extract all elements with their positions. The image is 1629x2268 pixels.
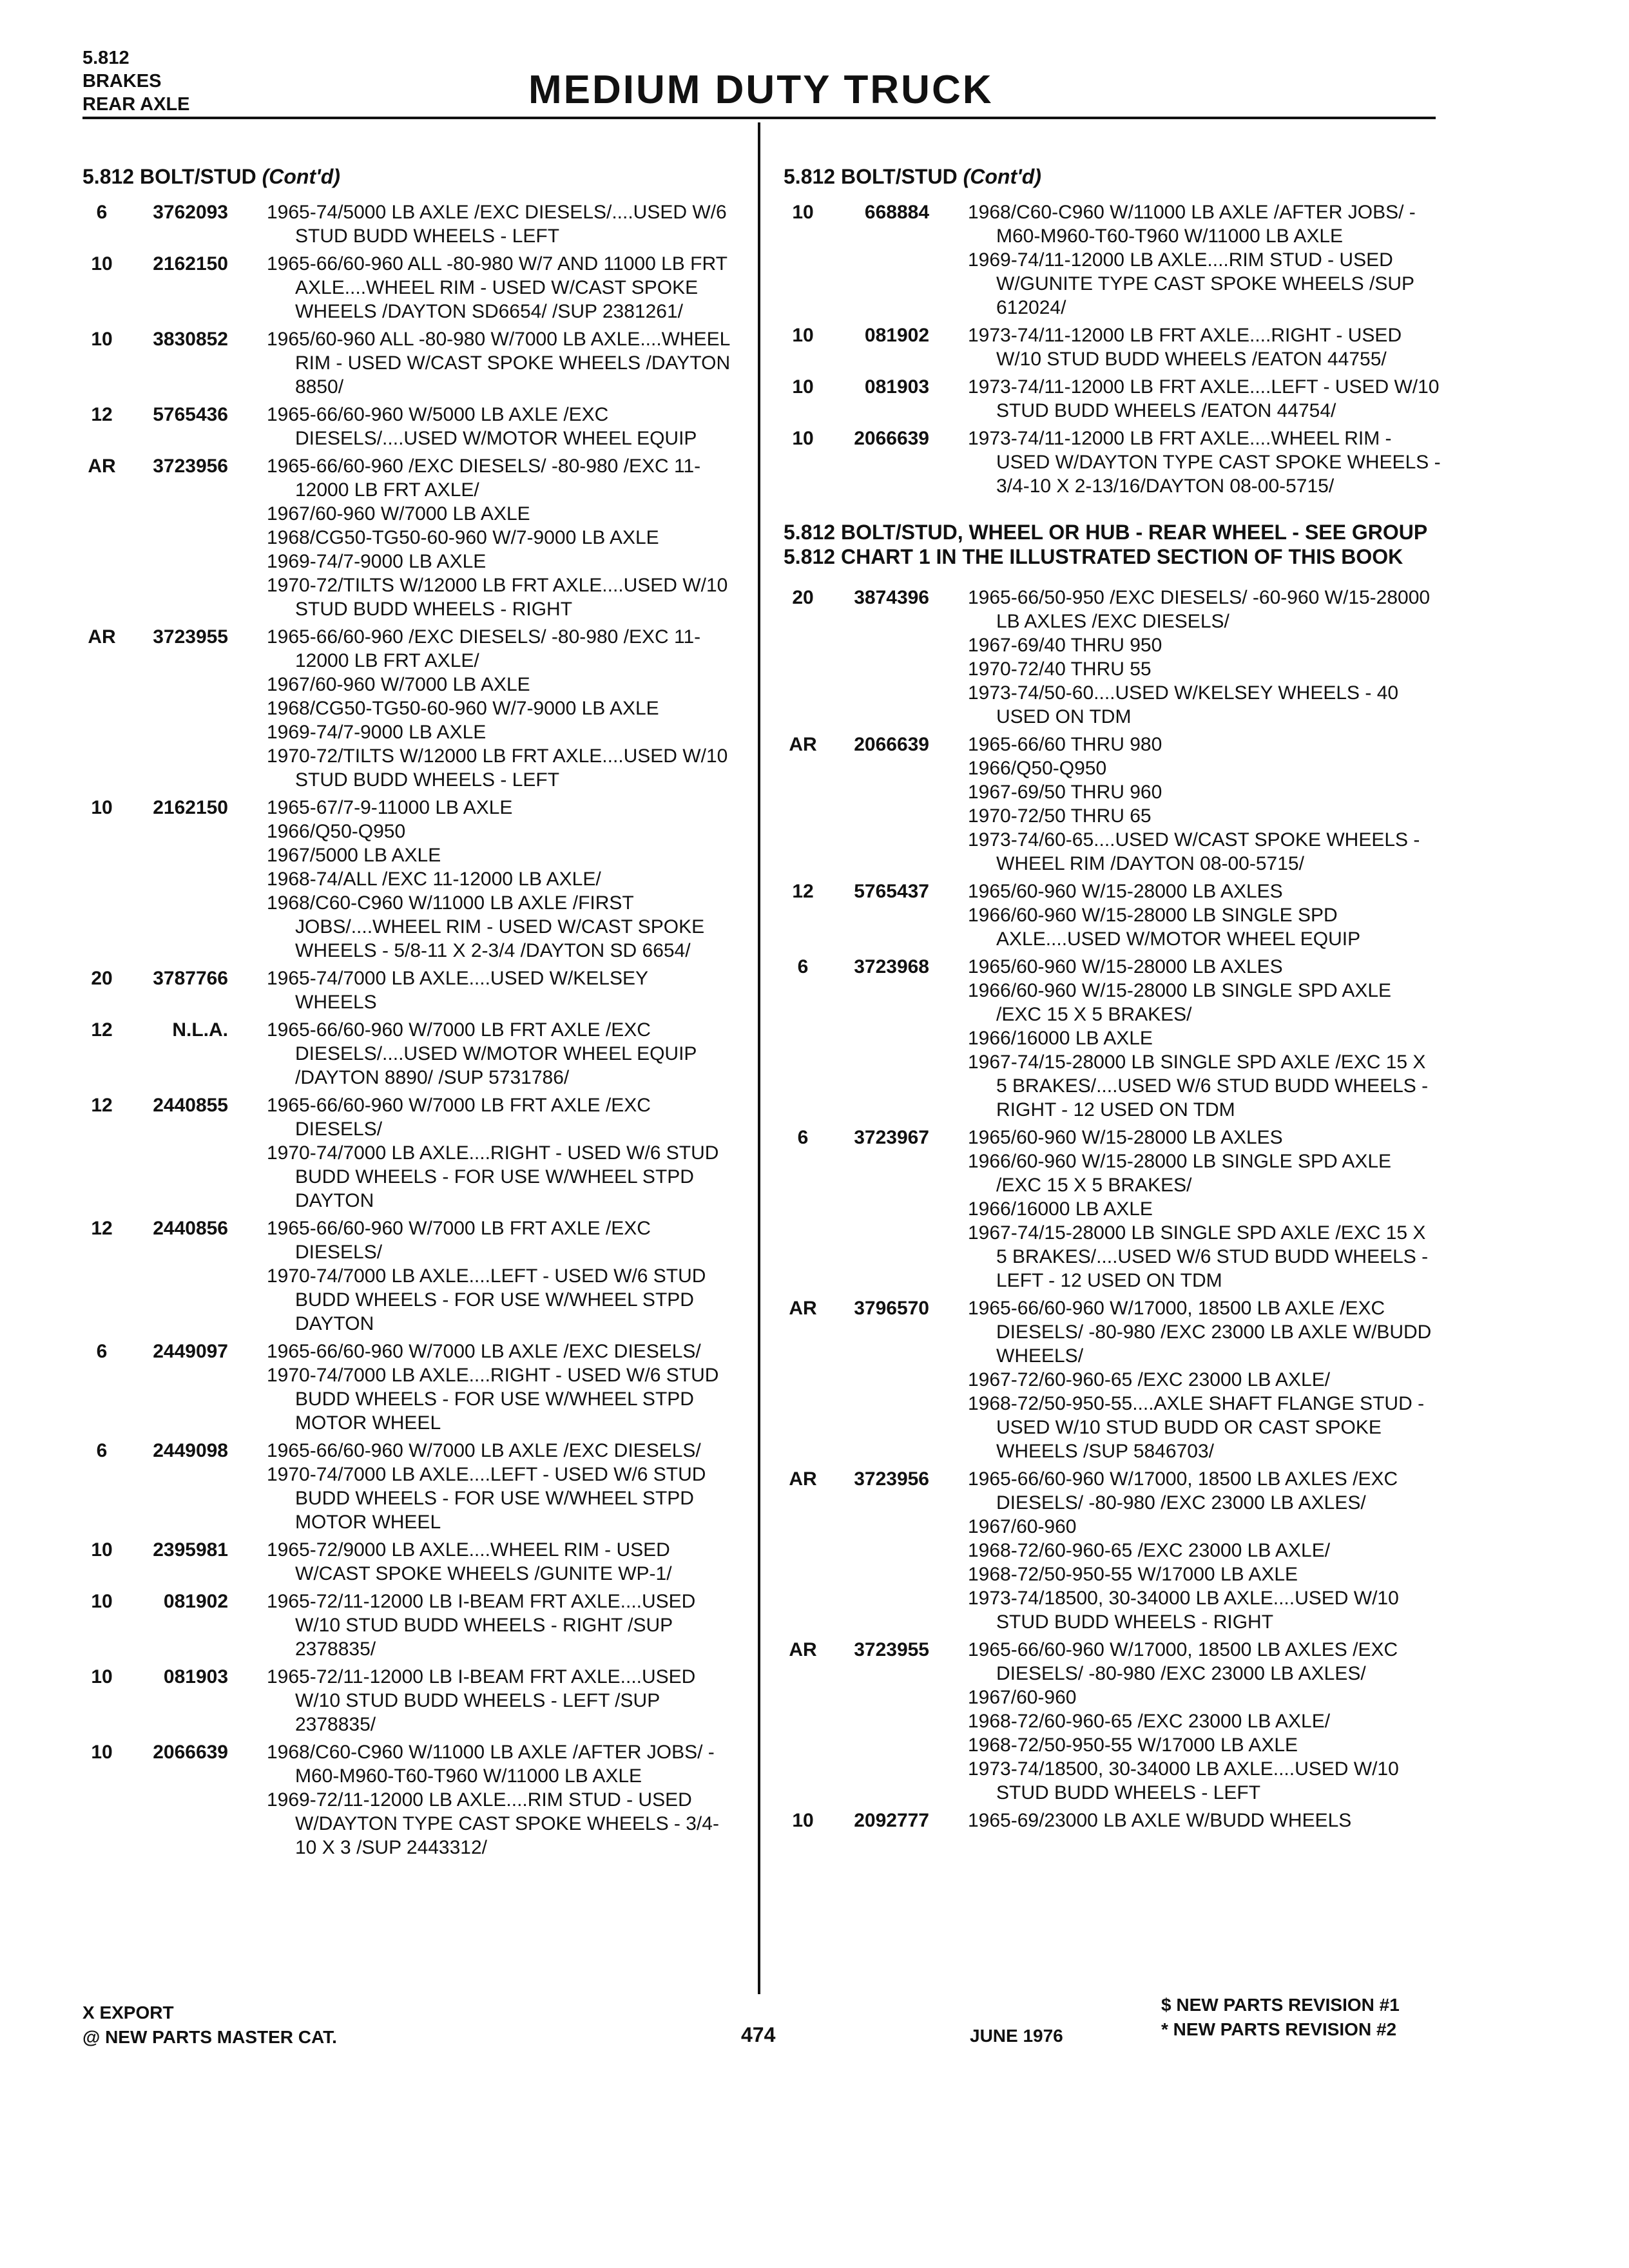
part-number: 081902: [864, 325, 929, 346]
part-number: 3723968: [854, 956, 929, 977]
part-number: N.L.A.: [172, 1019, 228, 1041]
part-number: 2449097: [153, 1341, 228, 1362]
part-entry: [82, 327, 733, 399]
footer-date: JUNE 1976: [970, 2026, 1063, 2046]
page-number: 474: [741, 2023, 776, 2046]
page-header-left: [82, 46, 190, 116]
part-entry: [82, 796, 733, 963]
quantity: AR: [789, 1298, 817, 1319]
header-divider: [82, 117, 1436, 119]
part-entry: [784, 955, 1441, 1122]
application-text: 1967-69/40 THRU 950: [968, 635, 1162, 656]
application-text: 1966/60-960 W/15-28000 LB SINGLE SPD AXLE....USED W/MOTOR WHEEL EQUIP: [968, 905, 1361, 950]
part-entry: [82, 454, 733, 621]
application-text: 1966/Q50-Q950: [267, 821, 406, 842]
part-entry: [82, 403, 733, 450]
application-lines: [267, 1590, 733, 1661]
application-lines: [267, 327, 733, 399]
part-number: 2440856: [153, 1218, 228, 1239]
part-number: 2066639: [153, 1742, 228, 1763]
quantity: 6: [96, 1440, 108, 1461]
application-text: 1967/60-960: [968, 1687, 1077, 1708]
quantity: 20: [792, 587, 814, 608]
quantity: 12: [792, 881, 814, 902]
section-heading-label: 5.812 BOLT/STUD: [784, 165, 958, 188]
right-section-heading: [784, 165, 1441, 189]
application-text: 1965-66/50-950 /EXC DIESELS/ -60-960 W/15-28000 LB AXLES /EXC DIESELS/: [968, 587, 1431, 632]
column-divider: [758, 122, 760, 1994]
right-column: [784, 165, 1441, 1836]
application-text: 1967-69/50 THRU 960: [968, 782, 1162, 803]
part-entry: [784, 323, 1441, 371]
application-lines: [968, 586, 1441, 729]
part-number: 3830852: [153, 329, 228, 350]
part-entry: [784, 733, 1441, 876]
application-text: 1965-66/60-960 W/17000, 18500 LB AXLES /EXC DIESELS/ -80-980 /EXC 23000 LB AXLES/: [968, 1639, 1398, 1684]
part-number: 5765436: [153, 404, 228, 425]
application-text: 1967-72/60-960-65 /EXC 23000 LB AXLE/: [968, 1369, 1331, 1390]
application-lines: [267, 1340, 733, 1435]
part-number: 2162150: [153, 797, 228, 818]
application-text: 1966/60-960 W/15-28000 LB SINGLE SPD AXLE /EXC 15 X 5 BRAKES/: [968, 980, 1392, 1025]
part-number: 081903: [864, 376, 929, 398]
application-text: 1970-72/40 THRU 55: [968, 658, 1152, 680]
left-entry-list: [82, 200, 733, 1860]
part-entry: [82, 1538, 733, 1586]
application-text: 1968-72/60-960-65 /EXC 23000 LB AXLE/: [968, 1540, 1331, 1561]
part-number: 3723956: [153, 456, 228, 477]
application-text: 1969-74/7-9000 LB AXLE: [267, 722, 487, 743]
footer-master-cat: @ NEW PARTS MASTER CAT.: [82, 2027, 337, 2047]
part-number: 5765437: [854, 881, 929, 902]
part-entry: [82, 1439, 733, 1534]
section-heading-label: 5.812 BOLT/STUD: [82, 165, 256, 188]
quantity: 10: [91, 253, 113, 274]
application-text: 1966/16000 LB AXLE: [968, 1028, 1153, 1049]
part-number: 3874396: [854, 587, 929, 608]
application-text: 1965-66/60-960 W/5000 LB AXLE /EXC DIESELS/....USED W/MOTOR WHEEL EQUIP: [267, 404, 697, 449]
quantity: 10: [91, 1742, 113, 1763]
left-column: [82, 165, 733, 1863]
page-title: MEDIUM DUTY TRUCK: [528, 68, 994, 112]
application-text: 1966/16000 LB AXLE: [968, 1198, 1153, 1220]
application-text: 1965-66/60-960 W/17000, 18500 LB AXLES /EXC DIESELS/ -80-980 /EXC 23000 LB AXLES/: [968, 1468, 1398, 1514]
part-entry: [82, 1340, 733, 1435]
application-text: 1973-74/11-12000 LB FRT AXLE....RIGHT - USED W/10 STUD BUDD WHEELS /EATON 44755/: [968, 325, 1402, 370]
application-text: 1965-66/60-960 W/7000 LB FRT AXLE /EXC DIESELS/: [267, 1218, 651, 1263]
quantity: 10: [91, 1539, 113, 1561]
section-subcategory: REAR AXLE: [82, 94, 190, 115]
application-text: 1968/C60-C960 W/11000 LB AXLE /AFTER JOBS/ -M60-M960-T60-T960 W/11000 LB AXLE: [267, 1742, 715, 1787]
right-entry-list-a: [784, 200, 1441, 498]
part-entry: [784, 1809, 1441, 1832]
part-entry: [82, 966, 733, 1014]
application-text: 1965/60-960 ALL -80-980 W/7000 LB AXLE....WHEEL RIM - USED W/CAST SPOKE WHEELS /DAYTON 8850/: [267, 329, 731, 398]
application-text: 1965-66/60-960 /EXC DIESELS/ -80-980 /EXC 11-12000 LB FRT AXLE/: [267, 456, 701, 501]
application-text: 1967/60-960 W/7000 LB AXLE: [267, 674, 530, 695]
footer-revision-1: $ NEW PARTS REVISION #1: [1161, 1995, 1400, 2015]
application-lines: [968, 375, 1441, 423]
part-entry: [784, 427, 1441, 498]
application-lines: [267, 796, 733, 963]
application-text: 1966/60-960 W/15-28000 LB SINGLE SPD AXLE /EXC 15 X 5 BRAKES/: [968, 1151, 1392, 1196]
application-text: 1973-74/18500, 30-34000 LB AXLE....USED W/10 STUD BUDD WHEELS - RIGHT: [968, 1588, 1399, 1633]
application-text: 1968/CG50-TG50-60-960 W/7-9000 LB AXLE: [267, 527, 659, 548]
part-number: 3723955: [153, 626, 228, 648]
section-heading-cont: (Cont'd): [963, 165, 1041, 188]
part-entry: [82, 1018, 733, 1090]
application-text: 1965-66/60-960 W/7000 LB FRT AXLE /EXC DIESELS/: [267, 1095, 651, 1140]
quantity: 12: [91, 1019, 113, 1041]
part-entry: [82, 1665, 733, 1736]
application-lines: [267, 403, 733, 450]
application-text: 1965-66/60-960 ALL -80-980 W/7 AND 11000 LB FRT AXLE....WHEEL RIM - USED W/CAST SPOKE WHEELS /DAYTON SD6654/ /SUP 2381261/: [267, 253, 728, 322]
part-entry: [82, 1093, 733, 1213]
part-number: 2066639: [854, 734, 929, 755]
application-lines: [267, 200, 733, 248]
application-text: 1969-74/11-12000 LB AXLE....RIM STUD - USED W/GUNITE TYPE CAST SPOKE WHEELS /SUP 612024/: [968, 249, 1414, 318]
part-number: 668884: [864, 202, 929, 223]
application-text: 1967/60-960 W/7000 LB AXLE: [267, 503, 530, 524]
part-number: 2162150: [153, 253, 228, 274]
application-text: 1967-74/15-28000 LB SINGLE SPD AXLE /EXC 15 X 5 BRAKES/....USED W/6 STUD BUDD WHEELS - RIGHT - 12 USED ON TDM: [968, 1052, 1429, 1120]
quantity: 10: [792, 1810, 814, 1831]
application-text: 1967/60-960: [968, 1516, 1077, 1537]
application-text: 1965-72/11-12000 LB I-BEAM FRT AXLE....USED W/10 STUD BUDD WHEELS - LEFT /SUP 2378835/: [267, 1666, 696, 1735]
part-number: 2092777: [854, 1810, 929, 1831]
application-lines: [968, 1126, 1441, 1293]
application-text: 1968-72/50-950-55 W/17000 LB AXLE: [968, 1564, 1298, 1585]
part-entry: [784, 375, 1441, 423]
quantity: 10: [91, 1666, 113, 1687]
application-lines: [968, 323, 1441, 371]
part-number: 2449098: [153, 1440, 228, 1461]
section-category: BRAKES: [82, 71, 162, 91]
application-text: 1970-72/TILTS W/12000 LB FRT AXLE....USED W/10 STUD BUDD WHEELS - RIGHT: [267, 575, 728, 620]
application-lines: [968, 733, 1441, 876]
application-text: 1968-74/ALL /EXC 11-12000 LB AXLE/: [267, 869, 601, 890]
application-text: 1965-66/60-960 W/7000 LB FRT AXLE /EXC DIESELS/....USED W/MOTOR WHEEL EQUIP /DAYTON 8890/ /SUP 5731786/: [267, 1019, 697, 1088]
application-text: 1969-72/11-12000 LB AXLE....RIM STUD - USED W/DAYTON TYPE CAST SPOKE WHEELS - 3/4-10 X 3 /SUP 2443312/: [267, 1789, 719, 1858]
part-number: 3787766: [153, 968, 228, 989]
quantity: AR: [88, 626, 116, 648]
application-text: 1968-72/60-960-65 /EXC 23000 LB AXLE/: [968, 1711, 1331, 1732]
application-text: 1970-74/7000 LB AXLE....LEFT - USED W/6 STUD BUDD WHEELS - FOR USE W/WHEEL STPD DAYTON: [267, 1265, 706, 1334]
application-lines: [968, 879, 1441, 951]
part-entry: [82, 1216, 733, 1336]
application-lines: [968, 1467, 1441, 1634]
quantity: 12: [91, 404, 113, 425]
application-text: 1970-74/7000 LB AXLE....LEFT - USED W/6 STUD BUDD WHEELS - FOR USE W/WHEEL STPD MOTOR WHEEL: [267, 1464, 706, 1533]
part-entry: [82, 1590, 733, 1661]
part-number: 2066639: [854, 428, 929, 449]
application-lines: [968, 955, 1441, 1122]
quantity: 12: [91, 1095, 113, 1116]
application-text: 1965-66/60 THRU 980: [968, 734, 1162, 755]
application-text: 1965/60-960 W/15-28000 LB AXLES: [968, 881, 1283, 902]
part-entry: [784, 1467, 1441, 1634]
application-lines: [968, 1638, 1441, 1805]
application-text: 1966/Q50-Q950: [968, 758, 1107, 779]
application-lines: [267, 966, 733, 1014]
part-number: 2395981: [153, 1539, 228, 1561]
quantity: 12: [91, 1218, 113, 1239]
application-lines: [968, 1296, 1441, 1463]
part-number: 081902: [163, 1591, 228, 1612]
quantity: 10: [792, 202, 814, 223]
quantity: 10: [91, 797, 113, 818]
application-lines: [267, 1740, 733, 1860]
application-text: 1970-74/7000 LB AXLE....RIGHT - USED W/6 STUD BUDD WHEELS - FOR USE W/WHEEL STPD DAYTON: [267, 1142, 719, 1211]
application-text: 1967/5000 LB AXLE: [267, 845, 441, 866]
quantity: 6: [96, 202, 108, 223]
application-text: 1968/C60-C960 W/11000 LB AXLE /FIRST JOBS/....WHEEL RIM - USED W/CAST SPOKE WHEELS - 5/8-11 X 2-3/4 /DAYTON SD 6654/: [267, 892, 705, 961]
application-text: 1969-74/7-9000 LB AXLE: [267, 551, 487, 572]
application-lines: [267, 1439, 733, 1534]
quantity: 6: [797, 1127, 809, 1148]
quantity: AR: [789, 1468, 817, 1490]
quantity: 6: [96, 1341, 108, 1362]
application-text: 1965-66/60-960 W/17000, 18500 LB AXLE /EXC DIESELS/ -80-980 /EXC 23000 LB AXLE W/BUDD WHEELS/: [968, 1298, 1432, 1367]
application-lines: [267, 625, 733, 792]
part-entry: [784, 1126, 1441, 1293]
section-heading-cont: (Cont'd): [262, 165, 340, 188]
part-number: 3723956: [854, 1468, 929, 1490]
application-text: 1965-74/5000 LB AXLE /EXC DIESELS/....USED W/6 STUD BUDD WHEELS - LEFT: [267, 202, 727, 247]
application-lines: [968, 1809, 1441, 1832]
part-entry: [784, 1638, 1441, 1805]
quantity: 10: [792, 376, 814, 398]
application-text: 1973-74/18500, 30-34000 LB AXLE....USED W/10 STUD BUDD WHEELS - LEFT: [968, 1758, 1399, 1803]
application-text: 1968/CG50-TG50-60-960 W/7-9000 LB AXLE: [267, 698, 659, 719]
application-text: 1965-69/23000 LB AXLE W/BUDD WHEELS: [968, 1810, 1352, 1831]
application-lines: [267, 1018, 733, 1090]
part-entry: [784, 879, 1441, 951]
application-lines: [267, 1093, 733, 1213]
application-lines: [267, 1216, 733, 1336]
footer-revision-2: * NEW PARTS REVISION #2: [1161, 2019, 1397, 2039]
quantity: 10: [792, 428, 814, 449]
application-lines: [267, 1538, 733, 1586]
quantity: 20: [91, 968, 113, 989]
left-section-heading: [82, 165, 733, 189]
application-text: 1970-72/TILTS W/12000 LB FRT AXLE....USED W/10 STUD BUDD WHEELS - LEFT: [267, 745, 728, 791]
part-entry: [82, 1740, 733, 1860]
part-number: 081903: [163, 1666, 228, 1687]
application-text: 1973-74/60-65....USED W/CAST SPOKE WHEELS - WHEEL RIM /DAYTON 08-00-5715/: [968, 829, 1420, 874]
application-text: 1965-66/60-960 W/7000 LB AXLE /EXC DIESELS/: [267, 1341, 701, 1362]
application-text: 1965-72/11-12000 LB I-BEAM FRT AXLE....USED W/10 STUD BUDD WHEELS - RIGHT /SUP 2378835/: [267, 1591, 696, 1660]
part-number: 3723955: [854, 1639, 929, 1660]
application-text: 1965-67/7-9-11000 LB AXLE: [267, 797, 513, 818]
application-lines: [968, 200, 1441, 320]
quantity: 10: [91, 1591, 113, 1612]
right-section-heading-2: 5.812 BOLT/STUD, WHEEL OR HUB - REAR WHEEL - SEE GROUP 5.812 CHART 1 IN THE ILLUSTRATED SECTION OF THIS BOOK: [784, 521, 1427, 568]
quantity: AR: [789, 1639, 817, 1660]
quantity: 10: [91, 329, 113, 350]
part-number: 3796570: [854, 1298, 929, 1319]
quantity: 10: [792, 325, 814, 346]
application-text: 1968-72/50-950-55 W/17000 LB AXLE: [968, 1735, 1298, 1756]
application-text: 1968/C60-C960 W/11000 LB AXLE /AFTER JOBS/ -M60-M960-T60-T960 W/11000 LB AXLE: [968, 202, 1416, 247]
part-entry: [784, 200, 1441, 320]
application-text: 1970-72/50 THRU 65: [968, 805, 1152, 827]
application-text: 1973-74/50-60....USED W/KELSEY WHEELS - 40 USED ON TDM: [968, 682, 1399, 727]
footer-export: X EXPORT: [82, 2003, 174, 2023]
application-lines: [968, 427, 1441, 498]
part-entry: [82, 625, 733, 792]
section-number: 5.812: [82, 48, 130, 68]
application-lines: [267, 1665, 733, 1736]
quantity: AR: [88, 456, 116, 477]
part-entry: [82, 200, 733, 248]
application-text: 1965-66/60-960 /EXC DIESELS/ -80-980 /EXC 11-12000 LB FRT AXLE/: [267, 626, 701, 671]
application-text: 1970-74/7000 LB AXLE....RIGHT - USED W/6 STUD BUDD WHEELS - FOR USE W/WHEEL STPD MOTOR WHEEL: [267, 1365, 719, 1434]
application-lines: [267, 454, 733, 621]
application-text: 1965-74/7000 LB AXLE....USED W/KELSEY WHEELS: [267, 968, 648, 1013]
right-entry-list-b: [784, 586, 1441, 1832]
application-text: 1973-74/11-12000 LB FRT AXLE....LEFT - USED W/10 STUD BUDD WHEELS /EATON 44754/: [968, 376, 1440, 421]
application-text: 1967-74/15-28000 LB SINGLE SPD AXLE /EXC 15 X 5 BRAKES/....USED W/6 STUD BUDD WHEELS - LEFT - 12 USED ON TDM: [968, 1222, 1429, 1291]
application-text: 1965-66/60-960 W/7000 LB AXLE /EXC DIESELS/: [267, 1440, 701, 1461]
application-lines: [267, 252, 733, 323]
part-number: 3723967: [854, 1127, 929, 1148]
quantity: 6: [797, 956, 809, 977]
part-entry: [784, 586, 1441, 729]
part-number: 3762093: [153, 202, 228, 223]
quantity: AR: [789, 734, 817, 755]
application-text: 1973-74/11-12000 LB FRT AXLE....WHEEL RIM - USED W/DAYTON TYPE CAST SPOKE WHEELS - 3/4-10 X 2-13/16/DAYTON 08-00-5715/: [968, 428, 1441, 497]
application-text: 1965/60-960 W/15-28000 LB AXLES: [968, 956, 1283, 977]
part-number: 2440855: [153, 1095, 228, 1116]
part-entry: [784, 1296, 1441, 1463]
part-entry: [82, 252, 733, 323]
application-text: 1965-72/9000 LB AXLE....WHEEL RIM - USED W/CAST SPOKE WHEELS /GUNITE WP-1/: [267, 1539, 672, 1584]
application-text: 1965/60-960 W/15-28000 LB AXLES: [968, 1127, 1283, 1148]
application-text: 1968-72/50-950-55....AXLE SHAFT FLANGE STUD - USED W/10 STUD BUDD OR CAST SPOKE WHEELS /SUP 5846703/: [968, 1393, 1425, 1462]
